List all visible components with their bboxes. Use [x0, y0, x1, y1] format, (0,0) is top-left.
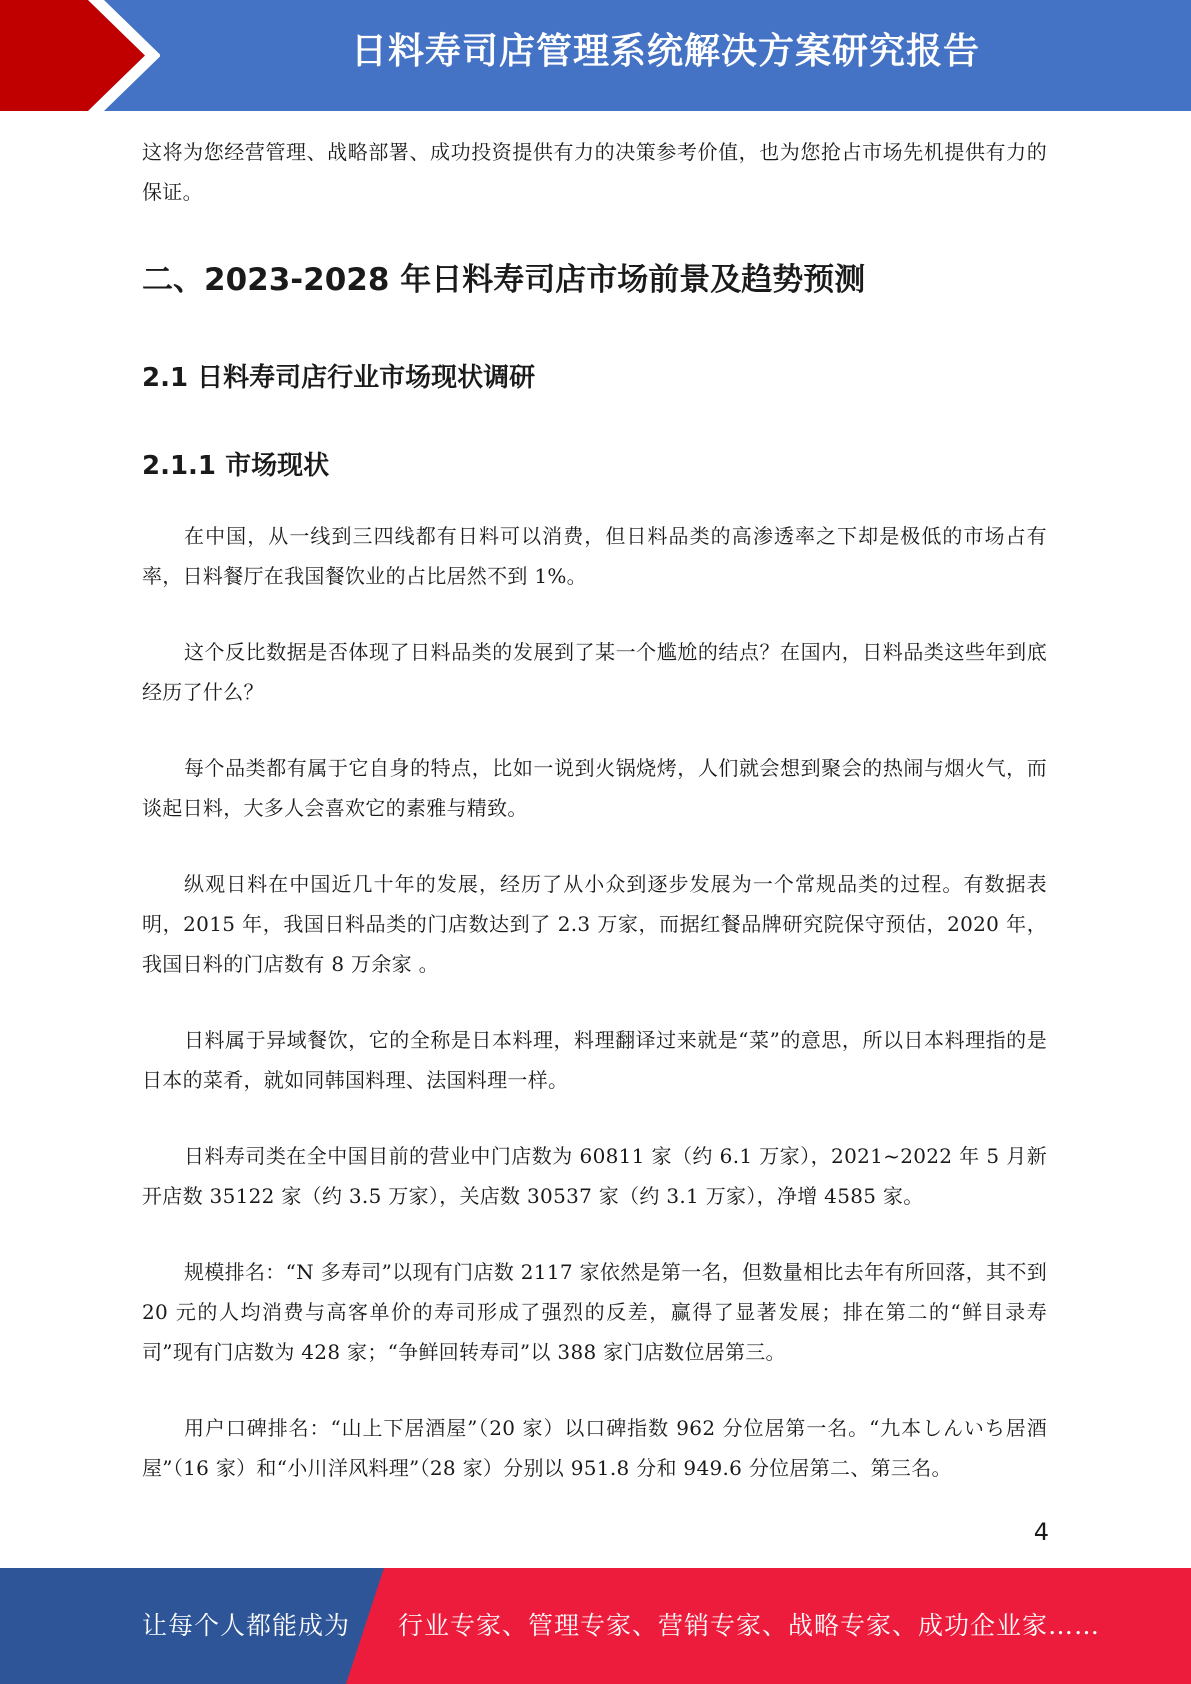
section-heading: 二、2023-2028 年日料寿司店市场前景及趋势预测 — [142, 262, 866, 298]
body-paragraph: 用户口碑排名：“山上下居酒屋”（20 家）以口碑指数 962 分位居第一名。“九本しんいち居酒屋”（16 家）和“小川洋风料理”（28 家）分别以 951.8 分和 949.6 分位居第二、第三名。 — [142, 1416, 1047, 1480]
body-paragraph: 纵观日料在中国近几十年的发展，经历了从小众到逐步发展为一个常规品类的过程。有数据表明，2015 年，我国日料品类的门店数达到了 2.3 万家，而据红餐品牌研究院保守预估，2020 年，我国日料的门店数有 8 万余家 。 — [142, 872, 1047, 976]
page-content — [142, 132, 1047, 1488]
body-paragraph: 日料寿司类在全中国目前的营业中门店数为 60811 家（约 6.1 万家），2021~2022 年 5 月新开店数 35122 家（约 3.5 万家），关店数 30537 家（约 3.1 万家），净增 4585 家。 — [142, 1144, 1047, 1208]
intro-paragraph: 这将为您经营管理、战略部署、成功投资提供有力的决策参考价值，也为您抢占市场先机提供有力的保证。 — [142, 140, 1047, 204]
page-number: 4 — [1033, 1518, 1049, 1546]
subsubsection-heading: 2.1.1 市场现状 — [142, 451, 330, 481]
page-header — [0, 0, 1191, 111]
document-title: 日料寿司店管理系统解决方案研究报告 — [350, 31, 980, 72]
footer-slogan-left: 让每个人都能成为 — [142, 1611, 351, 1640]
header-arrow-red-shape — [0, 0, 145, 111]
subsection-heading: 2.1 日料寿司店行业市场现状调研 — [142, 363, 536, 393]
footer-slogan-right: 行业专家、管理专家、营销专家、战略专家、成功企业家…… — [398, 1611, 1101, 1640]
body-paragraph: 规模排名：“N 多寿司”以现有门店数 2117 家依然是第一名，但数量相比去年有所回落，其不到 20 元的人均消费与高客单价的寿司形成了强烈的反差，赢得了显著发展；排在第二的“鲜目录寿司”现有门店数为 428 家；“争鲜回转寿司”以 388 家门店数位居第三。 — [142, 1260, 1047, 1364]
body-paragraph: 在中国，从一线到三四线都有日料可以消费，但日料品类的高渗透率之下却是极低的市场占有率，日料餐厅在我国餐饮业的占比居然不到 1%。 — [142, 524, 1047, 588]
page-footer — [0, 1568, 1191, 1684]
body-paragraph: 每个品类都有属于它自身的特点，比如一说到火锅烧烤，人们就会想到聚会的热闹与烟火气，而谈起日料，大多人会喜欢它的素雅与精致。 — [142, 756, 1047, 820]
body-paragraph: 这个反比数据是否体现了日料品类的发展到了某一个尴尬的结点？在国内，日料品类这些年到底经历了什么？ — [142, 640, 1047, 704]
body-paragraph: 日料属于异域餐饮，它的全称是日本料理，料理翻译过来就是“菜”的意思，所以日本料理指的是日本的菜肴，就如同韩国料理、法国料理一样。 — [142, 1028, 1047, 1092]
header-arrow-graphic — [0, 0, 160, 111]
